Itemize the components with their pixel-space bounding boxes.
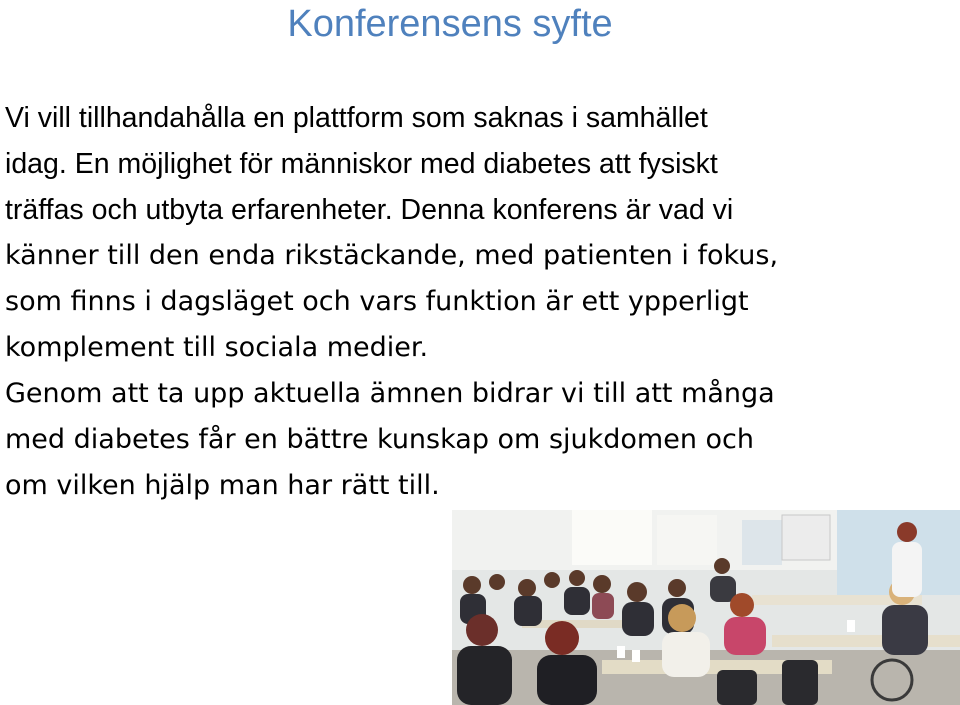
body-line-5: som finns i dagsläget och vars funktion är ett ypperligt: [5, 286, 749, 317]
body-line-3: träffas och utbyta erfarenheter. Denna konferens är vad vi: [5, 194, 734, 226]
body-line-2: idag. En möjlighet för människor med diabetes att fysiskt: [5, 148, 718, 180]
body-line-9: om vilken hjälp man har rätt till.: [5, 470, 440, 501]
body-line-4: känner till den enda rikstäckande, med patienten i fokus,: [5, 240, 779, 271]
body-line-1: Vi vill tillhandahålla en plattform som saknas i samhället: [5, 102, 708, 134]
body-line-8: med diabetes får en bättre kunskap om sjukdomen och: [5, 424, 754, 455]
body-line-6: komplement till sociala medier.: [5, 332, 429, 363]
slide-title: Konferensens syfte: [287, 3, 613, 45]
conference-audience-photo: [452, 510, 960, 705]
body-line-7: Genom att ta upp aktuella ämnen bidrar vi till att många: [5, 378, 775, 409]
